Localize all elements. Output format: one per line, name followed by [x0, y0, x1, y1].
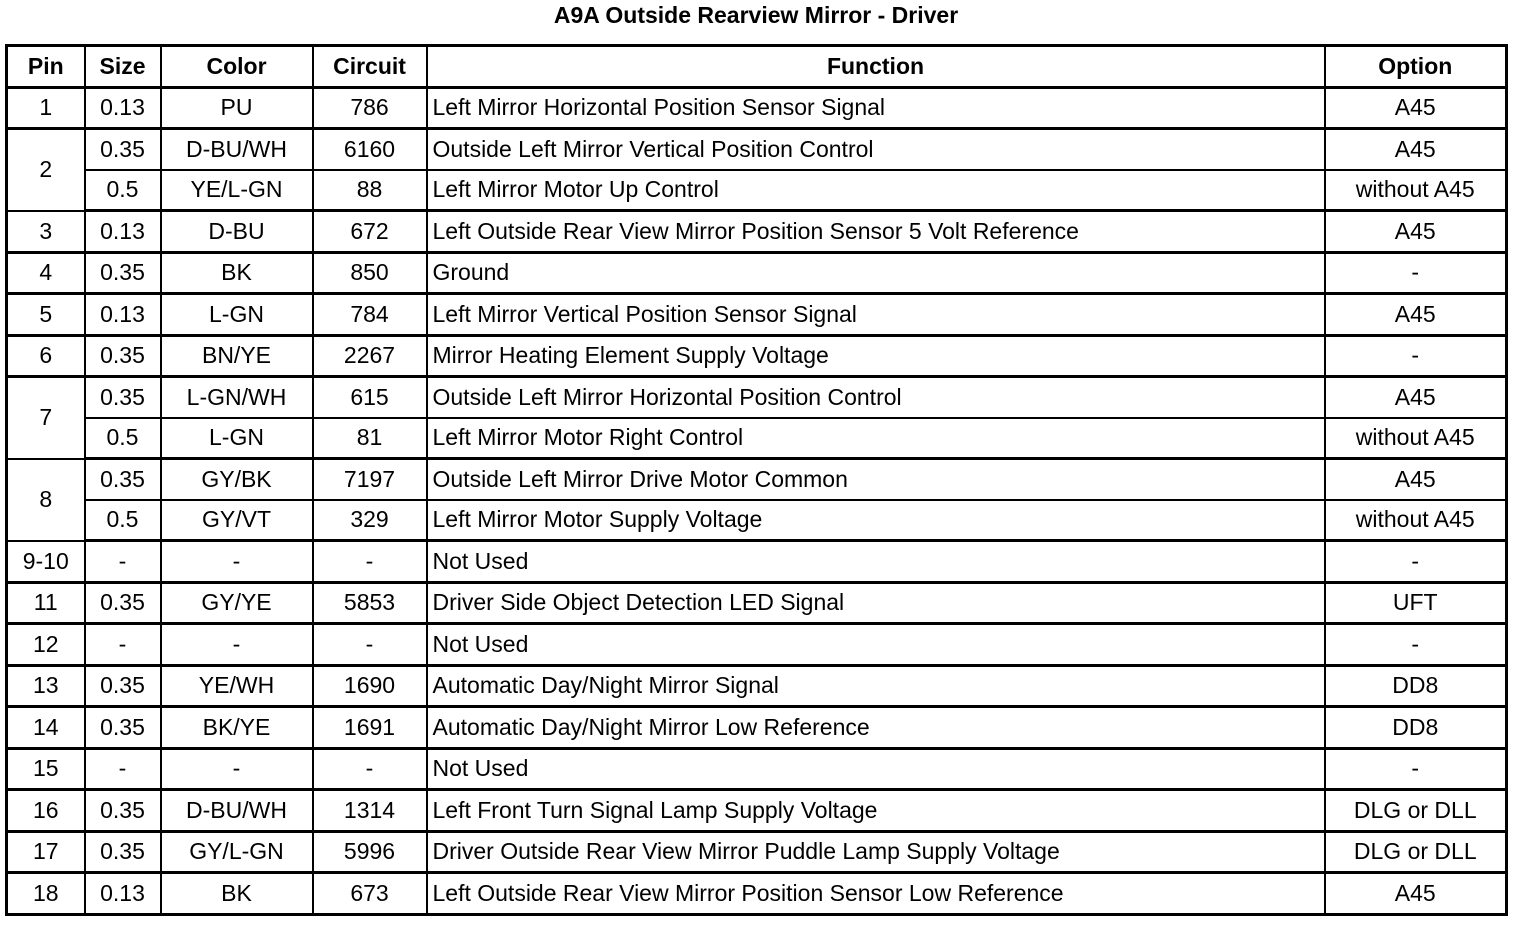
function-cell: Left Mirror Vertical Position Sensor Signal [427, 294, 1325, 336]
table-row [7, 87, 1507, 129]
size-cell: 0.35 [85, 790, 161, 832]
pin-cell: 15 [7, 748, 85, 790]
pin-cell: 3 [7, 211, 85, 253]
table-row [7, 252, 1507, 294]
table-row [7, 129, 1507, 170]
table-row [7, 582, 1507, 624]
function-cell: Automatic Day/Night Mirror Signal [427, 665, 1325, 707]
circuit-cell: 88 [313, 170, 427, 211]
table-row [7, 831, 1507, 873]
circuit-cell: 5996 [313, 831, 427, 873]
size-cell: 0.35 [85, 831, 161, 873]
option-cell: A45 [1325, 87, 1507, 129]
function-cell: Left Mirror Motor Supply Voltage [427, 500, 1325, 541]
circuit-cell: 615 [313, 377, 427, 418]
table-row [7, 335, 1507, 377]
option-cell: DLG or DLL [1325, 831, 1507, 873]
option-cell: - [1325, 252, 1507, 294]
size-cell: 0.5 [85, 170, 161, 211]
circuit-cell: 81 [313, 418, 427, 459]
color-cell: BK [161, 873, 313, 915]
pin-cell: 12 [7, 624, 85, 666]
pin-cell: 11 [7, 582, 85, 624]
color-cell: - [161, 541, 313, 583]
color-cell: D-BU [161, 211, 313, 253]
header-color: Color [161, 46, 313, 88]
table-row [7, 170, 1507, 211]
color-cell: - [161, 748, 313, 790]
header-circuit: Circuit [313, 46, 427, 88]
function-cell: Not Used [427, 748, 1325, 790]
circuit-cell: - [313, 748, 427, 790]
table-row [7, 377, 1507, 418]
size-cell: 0.35 [85, 129, 161, 170]
circuit-cell: 1691 [313, 707, 427, 749]
size-cell: 0.13 [85, 873, 161, 915]
option-cell: - [1325, 748, 1507, 790]
size-cell: - [85, 541, 161, 583]
pin-cell: 14 [7, 707, 85, 749]
color-cell: GY/YE [161, 582, 313, 624]
size-cell: 0.13 [85, 211, 161, 253]
pin-cell: 6 [7, 335, 85, 377]
table-row [7, 748, 1507, 790]
pin-cell: 2 [7, 129, 85, 211]
size-cell: 0.13 [85, 87, 161, 129]
circuit-cell: - [313, 541, 427, 583]
color-cell: D-BU/WH [161, 129, 313, 170]
function-cell: Outside Left Mirror Vertical Position Control [427, 129, 1325, 170]
option-cell: UFT [1325, 582, 1507, 624]
pin-cell: 16 [7, 790, 85, 832]
function-cell: Left Mirror Motor Up Control [427, 170, 1325, 211]
color-cell: GY/L-GN [161, 831, 313, 873]
pinout-table-body [7, 87, 1507, 914]
circuit-cell: - [313, 624, 427, 666]
color-cell: GY/BK [161, 459, 313, 500]
color-cell: - [161, 624, 313, 666]
option-cell: without A45 [1325, 170, 1507, 211]
option-cell: A45 [1325, 211, 1507, 253]
circuit-cell: 6160 [313, 129, 427, 170]
circuit-cell: 329 [313, 500, 427, 541]
circuit-cell: 7197 [313, 459, 427, 500]
table-header-row [7, 46, 1507, 88]
size-cell: 0.35 [85, 582, 161, 624]
option-cell: DD8 [1325, 665, 1507, 707]
pin-cell: 18 [7, 873, 85, 915]
header-size: Size [85, 46, 161, 88]
color-cell: D-BU/WH [161, 790, 313, 832]
option-cell: DD8 [1325, 707, 1507, 749]
size-cell: 0.13 [85, 294, 161, 336]
color-cell: PU [161, 87, 313, 129]
function-cell: Not Used [427, 541, 1325, 583]
table-row [7, 211, 1507, 253]
table-row [7, 294, 1507, 336]
function-cell: Driver Outside Rear View Mirror Puddle Lamp Supply Voltage [427, 831, 1325, 873]
function-cell: Automatic Day/Night Mirror Low Reference [427, 707, 1325, 749]
size-cell: 0.35 [85, 665, 161, 707]
header-option: Option [1325, 46, 1507, 88]
size-cell: 0.5 [85, 500, 161, 541]
function-cell: Left Outside Rear View Mirror Position Sensor Low Reference [427, 873, 1325, 915]
option-cell: A45 [1325, 377, 1507, 418]
pin-cell: 17 [7, 831, 85, 873]
circuit-cell: 786 [313, 87, 427, 129]
size-cell: - [85, 624, 161, 666]
size-cell: 0.35 [85, 707, 161, 749]
pin-cell: 13 [7, 665, 85, 707]
circuit-cell: 2267 [313, 335, 427, 377]
size-cell: - [85, 748, 161, 790]
color-cell: L-GN [161, 294, 313, 336]
header-function: Function [427, 46, 1325, 88]
color-cell: GY/VT [161, 500, 313, 541]
color-cell: YE/WH [161, 665, 313, 707]
header-pin: Pin [7, 46, 85, 88]
function-cell: Left Mirror Motor Right Control [427, 418, 1325, 459]
pin-cell: 4 [7, 252, 85, 294]
size-cell: 0.35 [85, 459, 161, 500]
table-row [7, 873, 1507, 915]
size-cell: 0.35 [85, 252, 161, 294]
option-cell: without A45 [1325, 500, 1507, 541]
function-cell: Driver Side Object Detection LED Signal [427, 582, 1325, 624]
color-cell: BK/YE [161, 707, 313, 749]
table-row [7, 790, 1507, 832]
circuit-cell: 672 [313, 211, 427, 253]
color-cell: BK [161, 252, 313, 294]
function-cell: Ground [427, 252, 1325, 294]
circuit-cell: 673 [313, 873, 427, 915]
table-row [7, 707, 1507, 749]
circuit-cell: 1314 [313, 790, 427, 832]
size-cell: 0.5 [85, 418, 161, 459]
option-cell: without A45 [1325, 418, 1507, 459]
option-cell: - [1325, 335, 1507, 377]
size-cell: 0.35 [85, 335, 161, 377]
circuit-cell: 5853 [313, 582, 427, 624]
option-cell: A45 [1325, 459, 1507, 500]
pin-cell: 9-10 [7, 541, 85, 583]
function-cell: Left Mirror Horizontal Position Sensor Signal [427, 87, 1325, 129]
pin-cell: 1 [7, 87, 85, 129]
option-cell: A45 [1325, 873, 1507, 915]
option-cell: - [1325, 541, 1507, 583]
color-cell: YE/L-GN [161, 170, 313, 211]
table-row [7, 500, 1507, 541]
option-cell: DLG or DLL [1325, 790, 1507, 832]
function-cell: Mirror Heating Element Supply Voltage [427, 335, 1325, 377]
document-title: A9A Outside Rearview Mirror - Driver [553, 2, 959, 28]
function-cell: Outside Left Mirror Horizontal Position Control [427, 377, 1325, 418]
function-cell: Outside Left Mirror Drive Motor Common [427, 459, 1325, 500]
option-cell: - [1325, 624, 1507, 666]
table-row [7, 665, 1507, 707]
option-cell: A45 [1325, 294, 1507, 336]
function-cell: Left Front Turn Signal Lamp Supply Voltage [427, 790, 1325, 832]
table-row [7, 541, 1507, 583]
pin-cell: 7 [7, 377, 85, 459]
color-cell: L-GN [161, 418, 313, 459]
function-cell: Left Outside Rear View Mirror Position Sensor 5 Volt Reference [427, 211, 1325, 253]
table-row [7, 459, 1507, 500]
table-row [7, 624, 1507, 666]
pin-cell: 8 [7, 459, 85, 541]
table-row [7, 418, 1507, 459]
color-cell: L-GN/WH [161, 377, 313, 418]
function-cell: Not Used [427, 624, 1325, 666]
pin-cell: 5 [7, 294, 85, 336]
circuit-cell: 850 [313, 252, 427, 294]
option-cell: A45 [1325, 129, 1507, 170]
size-cell: 0.35 [85, 377, 161, 418]
circuit-cell: 784 [313, 294, 427, 336]
circuit-cell: 1690 [313, 665, 427, 707]
pinout-table [5, 44, 1508, 916]
color-cell: BN/YE [161, 335, 313, 377]
